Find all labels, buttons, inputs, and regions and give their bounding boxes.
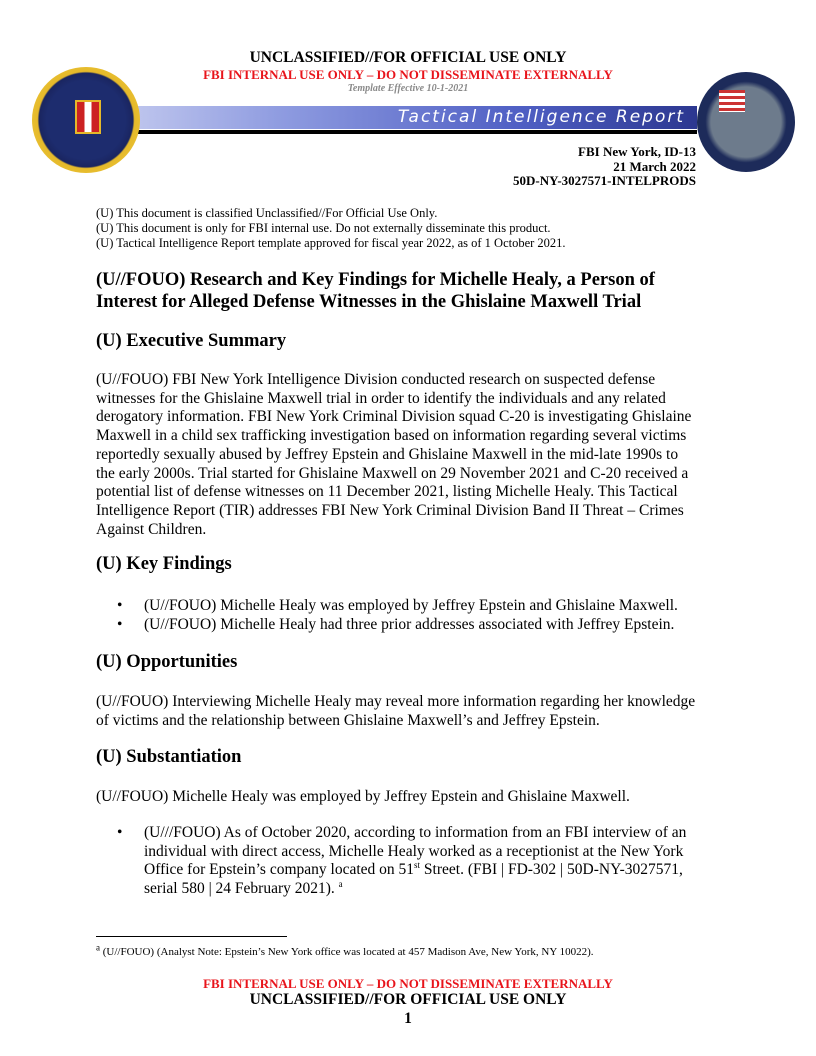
text-line: (U//FOUO) FBI New York Intelligence Division conducted research on suspected defense: [96, 371, 656, 388]
bullet-line: individual with direct access, Michelle Healy worked as a receptionist at the New York: [144, 842, 684, 860]
text-line: the early 2000s. Trial started for Ghislaine Maxwell on 29 November 2021 and C-20 received a: [96, 464, 689, 482]
footer-caveat: FBI INTERNAL USE ONLY – DO NOT DISSEMINATE EXTERNALLY: [203, 976, 613, 991]
bullet-text: (U//FOUO) Michelle Healy had three prior addresses associated with Jeffrey Epstein.: [144, 616, 675, 633]
template-effective: Template Effective 10-1-2021: [347, 83, 469, 94]
executive-summary-text: [96, 371, 691, 539]
bullet-line: [144, 861, 683, 880]
bullet-line: (U///FOUO) As of October 2020, according to information from an FBI interview of an: [144, 824, 687, 841]
substantiation-text: (U//FOUO) Michelle Healy was employed by Jeffrey Epstein and Ghislaine Maxwell.: [96, 788, 630, 805]
document-page: UNCLASSIFIED//FOR OFFICIAL USE ONLY FBI INTERNAL USE ONLY – DO NOT DISSEMINATE EXTERNALLY Template Effective 10-1-2021 Tactical Intelligence Report FBI New York, ID-13 21 March 2022 50D-NY-3027571-INTELPRODS (U) This document is classified Unclassified//For Official Use Only. (U) This document is only for FBI internal use. Do not externally disseminate this product. (U) Tactical Intelligence Report template approved for fiscal year 2022, as of 1 October 2021. (U//FOUO) Research and Key Findings for Michelle Healy, a Person of Interest for Alleged Defense Witnesses in the Ghislaine Maxwell Trial (U) Executive Summary (U//FOUO) FBI New York Intelligence Division conducted research on suspected defense witnesses for the Ghislaine Maxwell trial in order to identify the individuals and any related derogatory information. FBI New York Criminal Division squad C-20 is investigating Ghislaine Maxwell in a child sex trafficking investigation based on information regarding several victims reportedly sexually abused by Jeffrey Epstein and Ghislaine Maxwell in the mid-late 1990s to the early 2000s. Trial started for Ghislaine Maxwell on 29 November 2021 and C-20 received a potential list of defense witnesses on 11 December 2021, listing Michelle Healy. This Tactical Intelligence Report (TIR) addresses FBI New York Criminal Division Band II Threat – Crimes Against Children. (U) Key Findings • (U//FOUO) Michelle Healy was employed by Jeffrey Epstein and Ghislaine Maxwell. • (U//FOUO) Michelle Healy had three prior addresses associated with Jeffrey Epstein. (U) Opportunities (U//FOUO) Interviewing Michelle Healy may reveal more information regarding her knowledge of victims and the relationship between Ghislaine Maxwell’s and Jeffrey Epstein. (U) Substantiation (U//FOUO) Michelle Healy was employed by Jeffrey Epstein and Ghislaine Maxwell. • (U///FOUO) As of October 2020, according to information from an FBI interview of an individual with direct access, Michelle Healy worked as a receptionist at the New York Office for Epstein’s company located on 51st Street. (FBI | FD-302 | 50D-NY-3027571, serial 580 | 24 February 2021). $^a$ $^a$ (U//FOUO) (Analyst Note: Epstein’s New York office was located at 457 Madison Ave, New York, NY 10022). FBI INTERNAL USE ONLY – DO NOT DISSEMINATE EXTERNALLY UNCLASSIFIED//FOR OFFICIAL USE ONLY 1: [0, 0, 816, 1056]
superscript: st: [414, 860, 421, 871]
text-line: (U//FOUO) Interviewing Michelle Healy may reveal more information regarding her knowledge: [96, 693, 696, 710]
heading-substantiation: (U) Substantiation: [96, 747, 242, 767]
report-info: [513, 145, 696, 189]
heading-executive-summary: (U) Executive Summary: [96, 331, 287, 351]
text-line: Maxwell in a child sex trafficking investigation based on information regarding several victims: [96, 427, 687, 445]
text: serial 580 | 24 February 2021).: [144, 880, 339, 898]
note: (U) This document is classified Unclassified//For Official Use Only.: [96, 206, 438, 220]
footnote-mark: a: [96, 942, 100, 953]
report-title: [96, 269, 655, 313]
heading-opportunities: (U) Opportunities: [96, 652, 238, 672]
text-line: Intelligence Report (TIR) addresses FBI New York Criminal Division Band II Threat – Crimes: [96, 501, 684, 519]
opportunities-text: [96, 693, 695, 730]
doj-seal-icon: [32, 67, 140, 173]
ny-intelligence-seal-icon: [697, 72, 795, 172]
title-line: Interest for Alleged Defense Witnesses in the Ghislaine Maxwell Trial: [96, 292, 642, 312]
substantiation-bullet: • (U///FOUO) As of October 2020, according to information from an FBI interview of an individual with direct access, Michelle Healy worked as a receptionist at the New York Office for Epstein’s company located on 51st Street. (FBI | FD-302 | 50D-NY-3027571, serial 580 | 24 February 2021). $^a$: [117, 824, 687, 898]
note: (U) Tactical Intelligence Report template approved for fiscal year 2022, as of 1 October 2021.: [96, 236, 566, 250]
office: FBI New York, ID-13: [578, 144, 696, 159]
bullet-line: [144, 880, 343, 899]
footnote-ref[interactable]: a: [338, 878, 343, 889]
title-line: (U//FOUO) Research and Key Findings for Michelle Healy, a Person of: [96, 270, 655, 290]
bullet-text: (U//FOUO) Michelle Healy was employed by Jeffrey Epstein and Ghislaine Maxwell.: [144, 597, 678, 614]
note: (U) This document is only for FBI internal use. Do not externally disseminate this product.: [96, 221, 551, 235]
heading-key-findings: (U) Key Findings: [96, 554, 232, 574]
text-line: witnesses for the Ghislaine Maxwell trial in order to identify the individuals and any related: [96, 389, 666, 407]
banner-rule: [105, 130, 697, 134]
report-date: 21 March 2022: [613, 158, 696, 174]
page-number: 1: [404, 1010, 412, 1027]
classification-notes: [96, 206, 566, 251]
text: Street. (FBI | FD-302 | 50D-NY-3027571,: [420, 861, 683, 879]
text-line: potential list of defense witnesses on 11 December 2021, listing Michelle Healy. This Tactical: [96, 483, 678, 501]
footnote-text: (U//FOUO) (Analyst Note: Epstein’s New York office was located at 457 Madison Ave, New York, NY 10022).: [100, 946, 594, 958]
text: Office for Epstein’s company located on 51: [144, 861, 415, 879]
text-line: of victims and the relationship between Ghislaine Maxwell’s and Jeffrey Epstein.: [96, 711, 600, 729]
classification-header: UNCLASSIFIED//FOR OFFICIAL USE ONLY: [249, 49, 567, 66]
dissemination-caveat: FBI INTERNAL USE ONLY – DO NOT DISSEMINATE EXTERNALLY: [203, 67, 613, 82]
footnote: [96, 942, 594, 958]
file-number: 50D-NY-3027571-INTELPRODS: [513, 173, 696, 189]
footnote-rule: [96, 936, 287, 937]
text-line: reportedly sexually abused by Jeffrey Epstein and Ghislaine Maxwell in the mid-late 1990s to: [96, 445, 679, 463]
banner-title: Tactical Intelligence Report: [397, 107, 685, 127]
text-line: Against Children.: [96, 520, 207, 538]
text-line: derogatory information. FBI New York Criminal Division squad C-20 is investigating Ghislaine: [96, 408, 692, 426]
report-banner: [105, 106, 697, 129]
footer-classification: UNCLASSIFIED//FOR OFFICIAL USE ONLY: [249, 991, 567, 1008]
